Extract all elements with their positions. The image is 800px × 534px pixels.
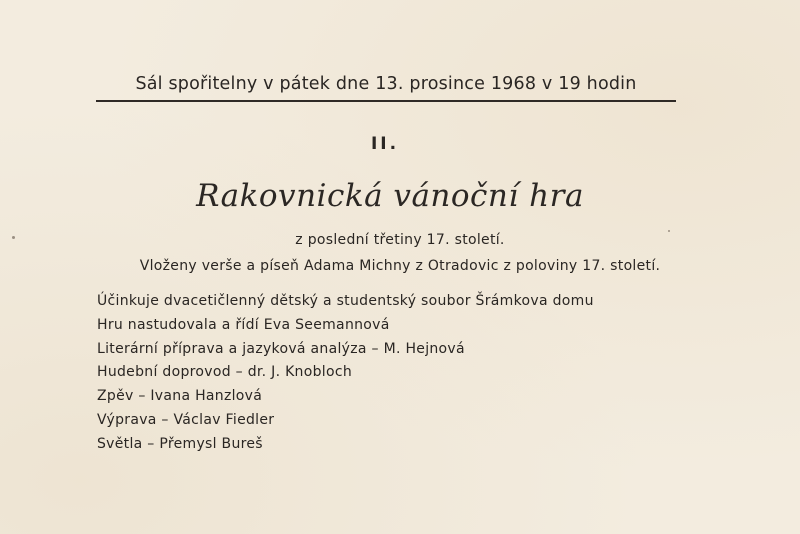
credit-music: Hudební doprovod – dr. J. Knobloch [97, 364, 353, 381]
subtitle-origin: z poslední třetiny 17. století. [295, 232, 505, 248]
paper-speck [668, 230, 670, 232]
credit-director: Hru nastudovala a řídí Eva Seemannová [97, 316, 390, 333]
credit-set-design: Výprava – Václav Fiedler [97, 411, 275, 428]
paper-speck [12, 236, 15, 239]
credit-singing: Zpěv – Ivana Hanzlová [97, 388, 263, 405]
venue-date-line: Sál spořitelny v pátek dne 13. prosince 1968 v 19 hodin [135, 74, 637, 94]
play-title: Rakovnická vánoční hra [196, 178, 584, 214]
credit-performers: Účinkuje dvacetičlenný dětský a studentský soubor Šrámkova domu [97, 293, 594, 309]
credit-literary-prep: Literární příprava a jazyková analýza – M. Hejnová [97, 340, 465, 357]
header-divider [96, 100, 676, 102]
program-number: II. [370, 134, 400, 154]
subtitle-verses: Vloženy verše a píseň Adama Michny z Otradovic z poloviny 17. století. [139, 258, 661, 274]
credits-list [97, 290, 594, 457]
credit-lighting: Světla – Přemysl Bureš [97, 435, 263, 452]
